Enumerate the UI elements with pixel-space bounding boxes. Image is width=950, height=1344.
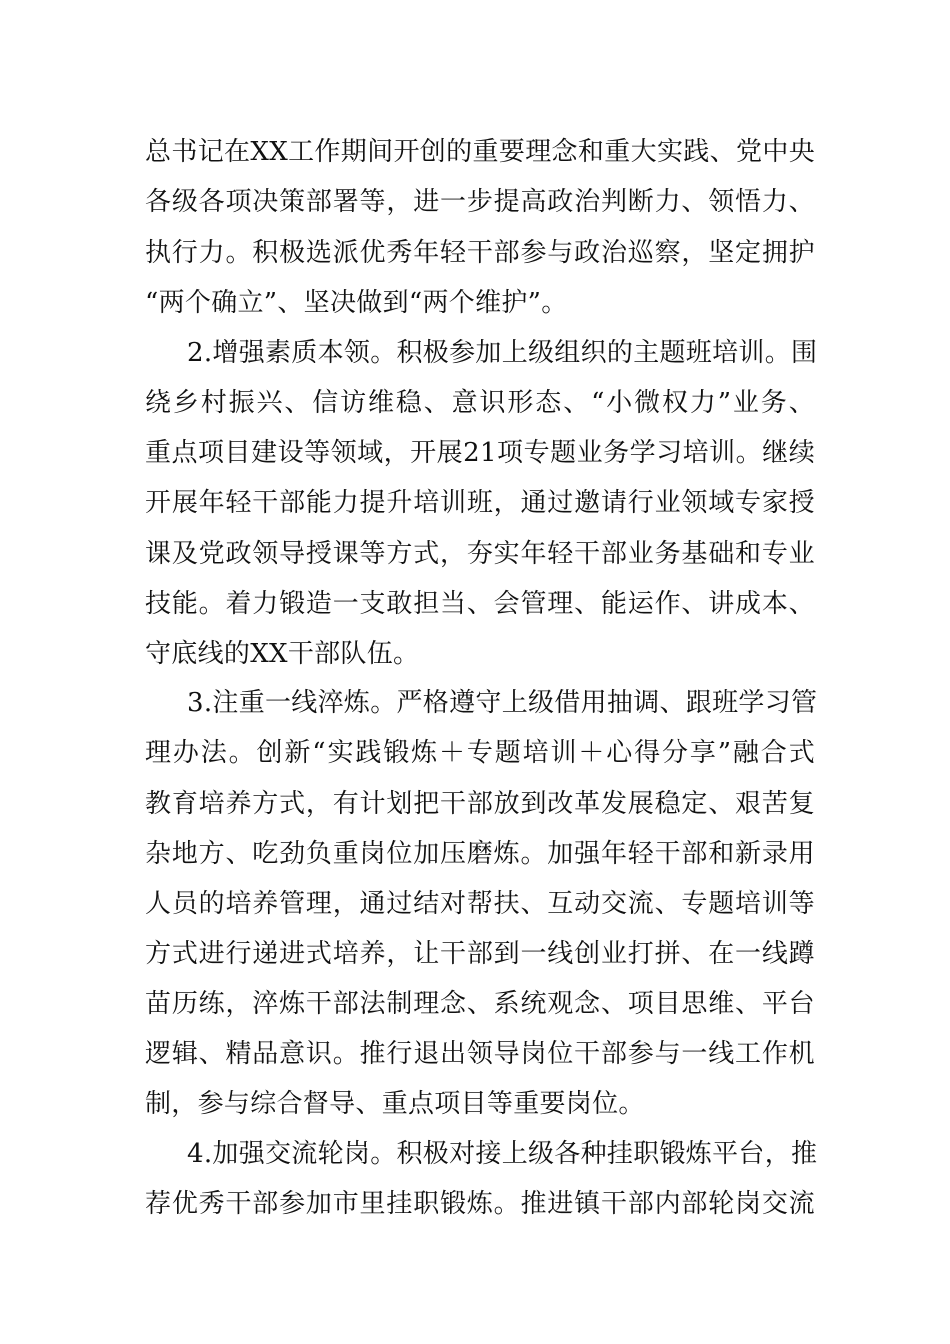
text-line: 重点项目建设等领域，开展21项专题业务学习培训。继续	[145, 438, 815, 468]
text-line: 开展年轻干部能力提升培训班，通过邀请行业领域专家授	[145, 488, 815, 518]
text-line: 课及党政领导授课等方式，夯实年轻干部业务基础和专业	[145, 539, 815, 569]
text-line: 逻辑、精品意识。推行退出领导岗位干部参与一线工作机	[145, 1039, 815, 1069]
text-line: 各级各项决策部署等，进一步提高政治判断力、领悟力、	[145, 187, 815, 217]
text-line: 理办法。创新“实践锻炼＋专题培训＋心得分享”融合式	[145, 738, 815, 768]
text-line: 教育培养方式，有计划把干部放到改革发展稳定、艰苦复	[145, 789, 815, 819]
text-line: 绕乡村振兴、信访维稳、意识形态、“小微权力”业务、	[145, 388, 815, 418]
paragraph-heading-line: 3.注重一线淬炼。严格遵守上级借用抽调、跟班学习管	[187, 688, 818, 718]
text-line: 荐优秀干部参加市里挂职锻炼。推进镇干部内部轮岗交流	[145, 1189, 815, 1219]
text-line: 苗历练，淬炼干部法制理念、系统观念、项目思维、平台	[145, 989, 815, 1019]
text-line: 杂地方、吃劲负重岗位加压磨炼。加强年轻干部和新录用	[145, 839, 815, 869]
text-line: 技能。着力锻造一支敢担当、会管理、能运作、讲成本、	[145, 589, 815, 619]
text-line: 方式进行递进式培养，让干部到一线创业打拼、在一线蹲	[145, 939, 815, 969]
paragraph-heading-line: 2.增强素质本领。积极参加上级组织的主题班培训。围	[187, 338, 818, 368]
paragraph-heading-line: 4.加强交流轮岗。积极对接上级各种挂职锻炼平台，推	[187, 1139, 818, 1169]
text-line: 守底线的XX干部队伍。	[145, 639, 420, 669]
text-line: 制，参与综合督导、重点项目等重要岗位。	[145, 1089, 645, 1119]
text-line: “两个确立”、坚决做到“两个维护”。	[145, 288, 568, 318]
text-line: 总书记在XX工作期间开创的重要理念和重大实践、党中央	[145, 137, 815, 167]
text-line: 人员的培养管理，通过结对帮扶、互动交流、专题培训等	[145, 889, 815, 919]
text-line: 执行力。积极选派优秀年轻干部参与政治巡察，坚定拥护	[145, 238, 815, 268]
